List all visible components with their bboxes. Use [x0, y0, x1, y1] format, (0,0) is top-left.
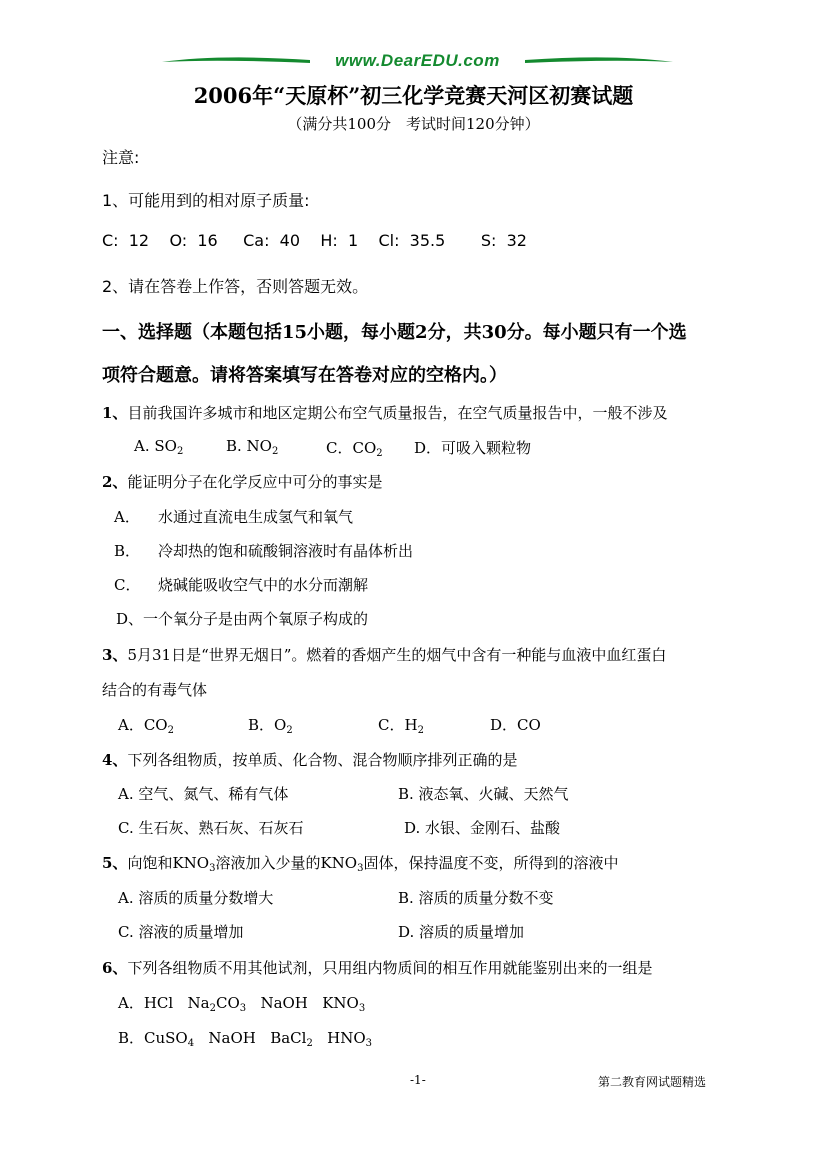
q2-option-a: 水通过直流电生成氢气和氧气	[158, 508, 354, 526]
question-number: 4、	[102, 751, 128, 769]
q1-option-d: D．可吸入颗粒物	[414, 439, 532, 457]
q1-option-a: A. $SO_2$	[134, 437, 184, 457]
notes-heading: 注意:	[102, 148, 140, 167]
exam-info: （满分共100分 考试时间120分钟）	[287, 115, 540, 133]
section-heading-line-2: 项符合题意。请将答案填写在答卷对应的空格内。）	[102, 365, 507, 386]
question-stem: 5月31日是“世界无烟日”。燃着的香烟产生的烟气中含有一种能与血液中血红蛋白	[127, 646, 667, 664]
notes-item-1: 1、可能用到的相对原子质量:	[102, 191, 310, 210]
q3-option-d: D．CO	[490, 716, 541, 734]
page-title: 2006年“天原杯”初三化学竞赛天河区初赛试题	[193, 83, 634, 108]
q4-option-b: B. 液态氧、火碱、天然气	[398, 785, 569, 803]
question-stem: 目前我国许多城市和地区定期公布空气质量报告，在空气质量报告中，一般不涉及	[127, 404, 668, 422]
question-number: 2、	[102, 473, 128, 491]
q2-option-b-label: B．	[114, 542, 141, 560]
footer-source: 第二教育网试题精选	[598, 1075, 707, 1089]
q4-option-c: C. 生石灰、熟石灰、石灰石	[118, 819, 304, 837]
question-number: 3、	[102, 646, 128, 664]
question-1	[102, 402, 667, 423]
question-6	[102, 957, 652, 978]
q4-option-a: A. 空气、氮气、稀有气体	[118, 785, 289, 803]
q2-option-a-label: A．	[114, 508, 140, 526]
question-number: 6、	[102, 959, 128, 977]
page-number: -1-	[410, 1073, 426, 1087]
q5-option-b: B. 溶质的质量分数不变	[398, 889, 554, 907]
q5-option-d: D. 溶质的质量增加	[398, 923, 525, 941]
q2-option-c-label: C．	[114, 576, 141, 594]
notes-item-2: 2、请在答卷上作答，否则答题无效。	[102, 277, 369, 296]
q1-option-c: C．$CO_2$	[326, 439, 383, 459]
q2-option-b: 冷却热的饱和硫酸铜溶液时有晶体析出	[158, 542, 414, 560]
q3-option-a: A．$CO_2$	[118, 716, 174, 736]
q2-option-d: D、一个氧分子是由两个氧原子构成的	[116, 610, 369, 628]
question-stem: 能证明分子在化学反应中可分的事实是	[127, 473, 383, 491]
question-3	[102, 644, 666, 665]
q5-option-c: C. 溶液的质量增加	[118, 923, 244, 941]
question-3-stem-line-2: 结合的有毒气体	[102, 681, 208, 699]
question-4	[102, 749, 517, 770]
question-stem: 下列各组物质不用其他试剂，只用组内物质间的相互作用就能鉴别出来的一组是	[127, 959, 653, 977]
q5-option-a: A. 溶质的质量分数增大	[118, 889, 274, 907]
question-stem: 下列各组物质，按单质、化合物、混合物顺序排列正确的是	[127, 751, 518, 769]
question-number: 5、	[102, 854, 128, 872]
section-heading-line-1: 一、选择题（本题包括15小题，每小题2分，共30分。每小题只有一个选	[102, 322, 687, 343]
question-2	[102, 471, 382, 492]
q2-option-c: 烧碱能吸收空气中的水分而潮解	[158, 576, 369, 594]
question-5: 5、向饱和$KNO_3$溶液加入少量的$KNO_3$固体，保持温度不变，所得到的溶液中	[102, 854, 619, 874]
q1-option-b: B. $NO_2$	[226, 437, 279, 457]
atomic-masses: C: 12 O: 16 Ca: 40 H: 1 Cl: 35.5 S: 32	[102, 231, 527, 250]
site-url: www.DearEDU.com	[335, 51, 500, 70]
q6-option-b: B．CuSO$_4$ NaOH BaCl$_2$ $HNO_3$	[118, 1029, 373, 1049]
q3-option-c: C．$H_2$	[378, 716, 424, 736]
question-number: 1、	[102, 404, 128, 422]
q4-option-d: D. 水银、金刚石、盐酸	[404, 819, 561, 837]
q6-option-a: A．HCl $Na_2CO_3$ NaOH $KNO_3$	[118, 994, 366, 1014]
q3-option-b: B．$O_2$	[248, 716, 293, 736]
site-banner	[160, 48, 675, 78]
